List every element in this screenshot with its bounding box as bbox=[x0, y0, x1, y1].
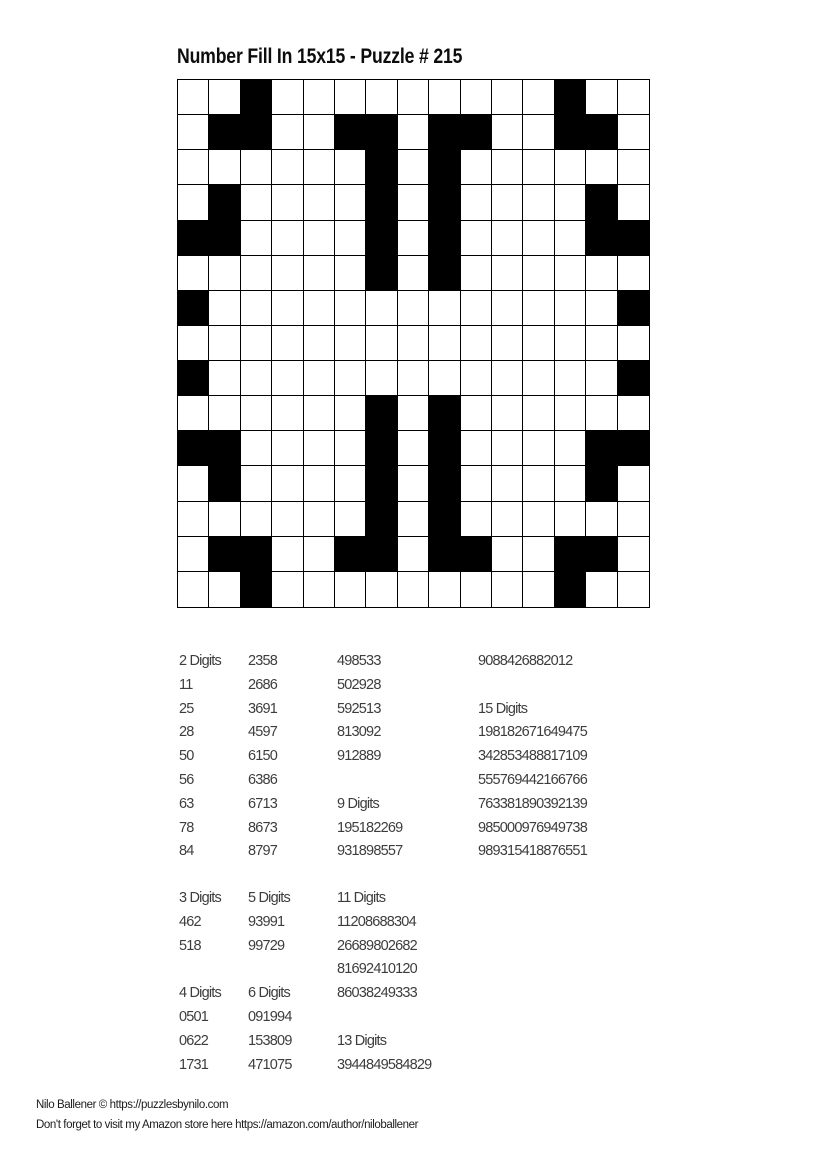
grid-cell bbox=[586, 572, 617, 607]
grid-cell bbox=[178, 396, 209, 431]
grid-cell bbox=[523, 537, 554, 572]
grid-cell bbox=[178, 466, 209, 501]
grid-cell-black bbox=[178, 291, 209, 326]
clue-column bbox=[478, 650, 587, 864]
grid-cell-black bbox=[366, 466, 397, 501]
grid-cell bbox=[555, 185, 586, 220]
clue-spacer bbox=[478, 674, 587, 698]
grid-cell bbox=[178, 256, 209, 291]
grid-cell bbox=[461, 150, 492, 185]
grid-cell bbox=[398, 150, 429, 185]
grid-cell-black bbox=[241, 537, 272, 572]
clue-column bbox=[248, 650, 337, 864]
grid-cell bbox=[272, 572, 303, 607]
grid-cell-black bbox=[209, 115, 240, 150]
clue-number: 84 bbox=[179, 843, 194, 860]
grid-cell bbox=[272, 431, 303, 466]
grid-cell-black bbox=[429, 185, 460, 220]
grid-cell bbox=[398, 185, 429, 220]
grid-cell bbox=[555, 326, 586, 361]
grid-cell-black bbox=[209, 221, 240, 256]
grid-cell bbox=[398, 466, 429, 501]
clue-section-label: 15 Digits bbox=[478, 700, 528, 717]
grid-cell-black bbox=[366, 185, 397, 220]
grid-cell bbox=[241, 466, 272, 501]
clue-number: 86038249333 bbox=[337, 985, 417, 1002]
grid-cell-black bbox=[209, 466, 240, 501]
grid-cell bbox=[492, 80, 523, 115]
grid-cell bbox=[304, 361, 335, 396]
grid-cell bbox=[241, 502, 272, 537]
grid-cell bbox=[586, 502, 617, 537]
grid-cell bbox=[241, 326, 272, 361]
grid-cell bbox=[461, 256, 492, 291]
grid-cell bbox=[304, 150, 335, 185]
grid-cell bbox=[618, 326, 649, 361]
grid-cell bbox=[618, 150, 649, 185]
grid-cell bbox=[429, 326, 460, 361]
grid-cell bbox=[523, 150, 554, 185]
clue-number: 93991 bbox=[248, 913, 285, 930]
grid-cell-black bbox=[586, 537, 617, 572]
clue-number: 28 bbox=[179, 724, 194, 741]
grid-cell bbox=[178, 150, 209, 185]
grid-cell bbox=[398, 502, 429, 537]
grid-cell bbox=[461, 396, 492, 431]
grid-cell bbox=[618, 115, 649, 150]
grid-cell bbox=[398, 115, 429, 150]
grid-cell bbox=[272, 466, 303, 501]
grid-cell-black bbox=[429, 115, 460, 150]
grid-cell bbox=[241, 221, 272, 256]
grid-cell bbox=[209, 150, 240, 185]
grid-cell bbox=[209, 80, 240, 115]
grid-cell bbox=[398, 256, 429, 291]
grid-cell bbox=[335, 361, 366, 396]
clue-number: 81692410120 bbox=[337, 961, 417, 978]
clue-number: 3691 bbox=[248, 700, 278, 717]
grid-cell-black bbox=[178, 361, 209, 396]
clue-number: 56 bbox=[179, 771, 194, 788]
clue-column bbox=[179, 650, 248, 864]
grid-cell bbox=[335, 80, 366, 115]
grid-cell-black bbox=[461, 115, 492, 150]
grid-cell bbox=[461, 80, 492, 115]
grid-cell bbox=[398, 572, 429, 607]
grid-cell bbox=[492, 396, 523, 431]
clue-section-label: 4 Digits bbox=[179, 985, 221, 1002]
clue-number: 99729 bbox=[248, 937, 285, 954]
grid-cell-black bbox=[366, 431, 397, 466]
grid-cell bbox=[586, 291, 617, 326]
grid-cell-black bbox=[461, 537, 492, 572]
grid-cell-black bbox=[241, 80, 272, 115]
grid-cell bbox=[492, 572, 523, 607]
clue-number: 471075 bbox=[248, 1056, 292, 1073]
clue-number: 11 bbox=[179, 676, 193, 693]
clue-list-bottom bbox=[179, 887, 431, 1077]
grid-cell bbox=[429, 361, 460, 396]
grid-cell bbox=[304, 396, 335, 431]
grid-cell bbox=[492, 150, 523, 185]
clue-number: 592513 bbox=[337, 700, 381, 717]
grid-cell bbox=[586, 256, 617, 291]
clue-number: 0501 bbox=[179, 1008, 209, 1025]
grid-cell bbox=[618, 537, 649, 572]
grid-cell bbox=[272, 150, 303, 185]
grid-cell bbox=[398, 221, 429, 256]
grid-cell bbox=[523, 80, 554, 115]
grid-cell bbox=[178, 326, 209, 361]
grid-cell bbox=[241, 396, 272, 431]
grid-cell bbox=[304, 502, 335, 537]
grid-cell-black bbox=[555, 572, 586, 607]
grid-cell-black bbox=[366, 537, 397, 572]
clue-section-label: 2 Digits bbox=[179, 653, 221, 669]
clue-number: 8797 bbox=[248, 843, 278, 860]
clue-number: 462 bbox=[179, 913, 201, 930]
clue-number: 6386 bbox=[248, 771, 278, 788]
clue-column bbox=[179, 887, 248, 1077]
grid-cell bbox=[272, 256, 303, 291]
grid-cell bbox=[272, 361, 303, 396]
grid-cell bbox=[272, 396, 303, 431]
grid-cell bbox=[178, 502, 209, 537]
grid-cell bbox=[586, 396, 617, 431]
grid-cell bbox=[304, 537, 335, 572]
grid-cell-black bbox=[366, 396, 397, 431]
clue-number: 342853488817109 bbox=[478, 748, 587, 765]
grid-cell-black bbox=[586, 115, 617, 150]
grid-cell-black bbox=[618, 291, 649, 326]
grid-cell bbox=[241, 256, 272, 291]
grid-cell bbox=[304, 185, 335, 220]
grid-cell bbox=[304, 326, 335, 361]
clue-section-label: 11 Digits bbox=[337, 890, 386, 906]
clue-number: 26689802682 bbox=[337, 937, 417, 954]
grid-cell bbox=[272, 537, 303, 572]
grid-cell bbox=[586, 80, 617, 115]
grid-cell bbox=[272, 80, 303, 115]
grid-cell bbox=[618, 502, 649, 537]
grid-cell bbox=[523, 221, 554, 256]
clue-number: 153809 bbox=[248, 1032, 292, 1049]
clue-number: 912889 bbox=[337, 748, 381, 765]
grid-cell-black bbox=[178, 221, 209, 256]
clue-number: 989315418876551 bbox=[478, 843, 587, 860]
grid-cell-black bbox=[429, 502, 460, 537]
grid-cell bbox=[492, 221, 523, 256]
grid-cell bbox=[555, 150, 586, 185]
grid-cell bbox=[555, 221, 586, 256]
grid-cell bbox=[618, 185, 649, 220]
clue-number: 9088426882012 bbox=[478, 653, 573, 669]
grid-cell bbox=[555, 466, 586, 501]
grid-cell-black bbox=[555, 115, 586, 150]
grid-cell bbox=[523, 396, 554, 431]
grid-cell bbox=[178, 537, 209, 572]
grid-cell-black bbox=[618, 221, 649, 256]
clue-number: 6713 bbox=[248, 795, 278, 812]
grid-cell-black bbox=[429, 396, 460, 431]
clue-column bbox=[337, 650, 478, 864]
grid-cell-black bbox=[586, 221, 617, 256]
grid-cell bbox=[492, 291, 523, 326]
grid-cell bbox=[492, 185, 523, 220]
grid-cell bbox=[523, 256, 554, 291]
grid-cell bbox=[178, 80, 209, 115]
grid-cell bbox=[304, 466, 335, 501]
grid-cell bbox=[209, 256, 240, 291]
clue-number: 518 bbox=[179, 937, 201, 954]
grid-cell bbox=[461, 361, 492, 396]
clue-number: 091994 bbox=[248, 1008, 292, 1025]
clue-spacer bbox=[337, 1006, 431, 1030]
grid-cell bbox=[304, 115, 335, 150]
grid-cell bbox=[523, 185, 554, 220]
grid-cell bbox=[555, 502, 586, 537]
grid-cell bbox=[586, 326, 617, 361]
grid-cell bbox=[335, 431, 366, 466]
clue-number: 198182671649475 bbox=[478, 724, 587, 741]
grid-cell bbox=[523, 572, 554, 607]
grid-cell bbox=[209, 291, 240, 326]
clue-number: 502928 bbox=[337, 676, 381, 693]
grid-cell bbox=[618, 256, 649, 291]
clue-number: 25 bbox=[179, 700, 194, 717]
grid-cell bbox=[304, 431, 335, 466]
grid-cell bbox=[429, 572, 460, 607]
grid-cell-black bbox=[366, 150, 397, 185]
clue-number: 985000976949738 bbox=[478, 819, 587, 836]
grid-cell-black bbox=[586, 466, 617, 501]
grid-cell bbox=[492, 361, 523, 396]
grid-cell bbox=[335, 396, 366, 431]
grid-cell bbox=[241, 431, 272, 466]
page-title: Number Fill In 15x15 - Puzzle # 215 bbox=[177, 45, 463, 68]
grid-cell-black bbox=[209, 431, 240, 466]
grid-cell bbox=[461, 326, 492, 361]
clue-list-top bbox=[179, 650, 587, 864]
grid-cell-black bbox=[429, 256, 460, 291]
grid-cell bbox=[523, 502, 554, 537]
grid-cell bbox=[523, 291, 554, 326]
grid-cell bbox=[241, 291, 272, 326]
grid-cell bbox=[241, 361, 272, 396]
grid-cell bbox=[304, 256, 335, 291]
grid-cell bbox=[272, 502, 303, 537]
grid-cell bbox=[209, 361, 240, 396]
grid-cell-black bbox=[366, 502, 397, 537]
grid-cell-black bbox=[429, 221, 460, 256]
clue-number: 11208688304 bbox=[337, 913, 416, 930]
grid-cell bbox=[398, 431, 429, 466]
grid-cell bbox=[523, 431, 554, 466]
grid-cell bbox=[272, 115, 303, 150]
clue-number: 4597 bbox=[248, 724, 278, 741]
grid-cell bbox=[461, 221, 492, 256]
grid-cell bbox=[304, 80, 335, 115]
grid-cell-black bbox=[618, 361, 649, 396]
grid-cell-black bbox=[555, 537, 586, 572]
grid-cell bbox=[492, 431, 523, 466]
puzzle-grid bbox=[177, 79, 650, 608]
grid-cell bbox=[618, 466, 649, 501]
grid-cell bbox=[398, 80, 429, 115]
clue-spacer bbox=[248, 958, 337, 982]
grid-cell-black bbox=[366, 256, 397, 291]
grid-cell bbox=[366, 572, 397, 607]
grid-cell bbox=[209, 396, 240, 431]
clue-number: 498533 bbox=[337, 653, 381, 669]
grid-cell bbox=[429, 80, 460, 115]
clue-number: 78 bbox=[179, 819, 194, 836]
grid-cell-black bbox=[429, 431, 460, 466]
grid-cell bbox=[492, 466, 523, 501]
grid-cell bbox=[586, 361, 617, 396]
grid-cell bbox=[555, 361, 586, 396]
grid-cell-black bbox=[586, 185, 617, 220]
clue-number: 195182269 bbox=[337, 819, 403, 836]
grid-cell bbox=[304, 291, 335, 326]
grid-cell bbox=[523, 466, 554, 501]
grid-cell-black bbox=[209, 185, 240, 220]
grid-cell bbox=[618, 396, 649, 431]
grid-cell bbox=[304, 221, 335, 256]
clue-number: 2358 bbox=[248, 653, 278, 669]
clue-section-label: 5 Digits bbox=[248, 890, 290, 906]
grid-cell bbox=[272, 326, 303, 361]
clue-column bbox=[337, 887, 431, 1077]
grid-cell bbox=[618, 572, 649, 607]
grid-cell bbox=[272, 185, 303, 220]
clue-number: 50 bbox=[179, 748, 194, 765]
grid-cell bbox=[492, 115, 523, 150]
grid-cell bbox=[429, 291, 460, 326]
grid-cell bbox=[618, 80, 649, 115]
grid-cell bbox=[398, 361, 429, 396]
grid-cell bbox=[335, 185, 366, 220]
grid-cell-black bbox=[335, 115, 366, 150]
grid-cell bbox=[335, 572, 366, 607]
grid-cell-black bbox=[555, 80, 586, 115]
clue-number: 931898557 bbox=[337, 843, 403, 860]
grid-cell bbox=[555, 291, 586, 326]
grid-cell bbox=[461, 466, 492, 501]
grid-cell-black bbox=[241, 115, 272, 150]
grid-cell-black bbox=[429, 466, 460, 501]
grid-cell bbox=[523, 326, 554, 361]
grid-cell-black bbox=[335, 537, 366, 572]
clue-number: 1731 bbox=[179, 1056, 209, 1073]
grid-cell bbox=[272, 221, 303, 256]
grid-cell bbox=[492, 502, 523, 537]
clue-number: 3944849584829 bbox=[337, 1056, 432, 1073]
clue-number: 8673 bbox=[248, 819, 278, 836]
grid-cell bbox=[178, 115, 209, 150]
clue-number: 763381890392139 bbox=[478, 795, 587, 812]
grid-cell-black bbox=[209, 537, 240, 572]
grid-cell bbox=[178, 185, 209, 220]
grid-cell bbox=[398, 396, 429, 431]
grid-cell bbox=[461, 572, 492, 607]
clue-number: 6150 bbox=[248, 748, 278, 765]
grid-cell bbox=[398, 326, 429, 361]
clue-section-label: 3 Digits bbox=[179, 890, 221, 906]
grid-cell bbox=[398, 537, 429, 572]
footer bbox=[36, 1096, 418, 1135]
grid-cell-black bbox=[366, 221, 397, 256]
clue-spacer bbox=[337, 769, 478, 793]
grid-cell bbox=[335, 221, 366, 256]
grid-cell bbox=[492, 256, 523, 291]
clue-section-label: 13 Digits bbox=[337, 1032, 387, 1049]
clue-number: 63 bbox=[179, 795, 194, 812]
grid-cell-black bbox=[241, 572, 272, 607]
grid-cell bbox=[555, 256, 586, 291]
grid-cell bbox=[209, 502, 240, 537]
grid-cell bbox=[492, 537, 523, 572]
clue-spacer bbox=[179, 958, 248, 982]
grid-cell bbox=[555, 431, 586, 466]
grid-cell bbox=[586, 150, 617, 185]
grid-cell-black bbox=[429, 537, 460, 572]
grid-cell bbox=[555, 396, 586, 431]
grid-cell-black bbox=[429, 150, 460, 185]
grid-cell bbox=[461, 502, 492, 537]
grid-cell bbox=[335, 291, 366, 326]
grid-cell-black bbox=[618, 431, 649, 466]
footer-amazon-line: Don't forget to visit my Amazon store here https://amazon.com/author/niloballener bbox=[36, 1118, 419, 1131]
grid-cell bbox=[366, 291, 397, 326]
grid-cell bbox=[241, 185, 272, 220]
grid-cell-black bbox=[586, 431, 617, 466]
grid-cell bbox=[398, 291, 429, 326]
grid-cell bbox=[272, 291, 303, 326]
grid-cell bbox=[335, 502, 366, 537]
grid-cell bbox=[492, 326, 523, 361]
grid-cell bbox=[366, 326, 397, 361]
clue-number: 555769442166766 bbox=[478, 771, 587, 788]
grid-cell bbox=[366, 80, 397, 115]
clue-number: 0622 bbox=[179, 1032, 209, 1049]
clue-section-label: 6 Digits bbox=[248, 985, 290, 1002]
grid-cell bbox=[209, 326, 240, 361]
grid-cell bbox=[461, 185, 492, 220]
grid-cell bbox=[366, 361, 397, 396]
clue-column bbox=[248, 887, 337, 1077]
clue-section-label: 9 Digits bbox=[337, 795, 379, 812]
grid-cell bbox=[461, 291, 492, 326]
grid-cell bbox=[335, 256, 366, 291]
grid-cell bbox=[523, 115, 554, 150]
grid-cell bbox=[335, 150, 366, 185]
grid-cell bbox=[523, 361, 554, 396]
grid-cell-black bbox=[366, 115, 397, 150]
clue-number: 813092 bbox=[337, 724, 381, 741]
grid-cell bbox=[335, 466, 366, 501]
grid-cell bbox=[335, 326, 366, 361]
grid-cell bbox=[209, 572, 240, 607]
clue-number: 2686 bbox=[248, 676, 278, 693]
footer-credit-line: Nilo Ballener © https://puzzlesbynilo.com bbox=[36, 1099, 229, 1111]
grid-cell bbox=[304, 572, 335, 607]
grid-cell bbox=[178, 572, 209, 607]
grid-cell bbox=[241, 150, 272, 185]
grid-cell-black bbox=[178, 431, 209, 466]
grid-cell bbox=[461, 431, 492, 466]
